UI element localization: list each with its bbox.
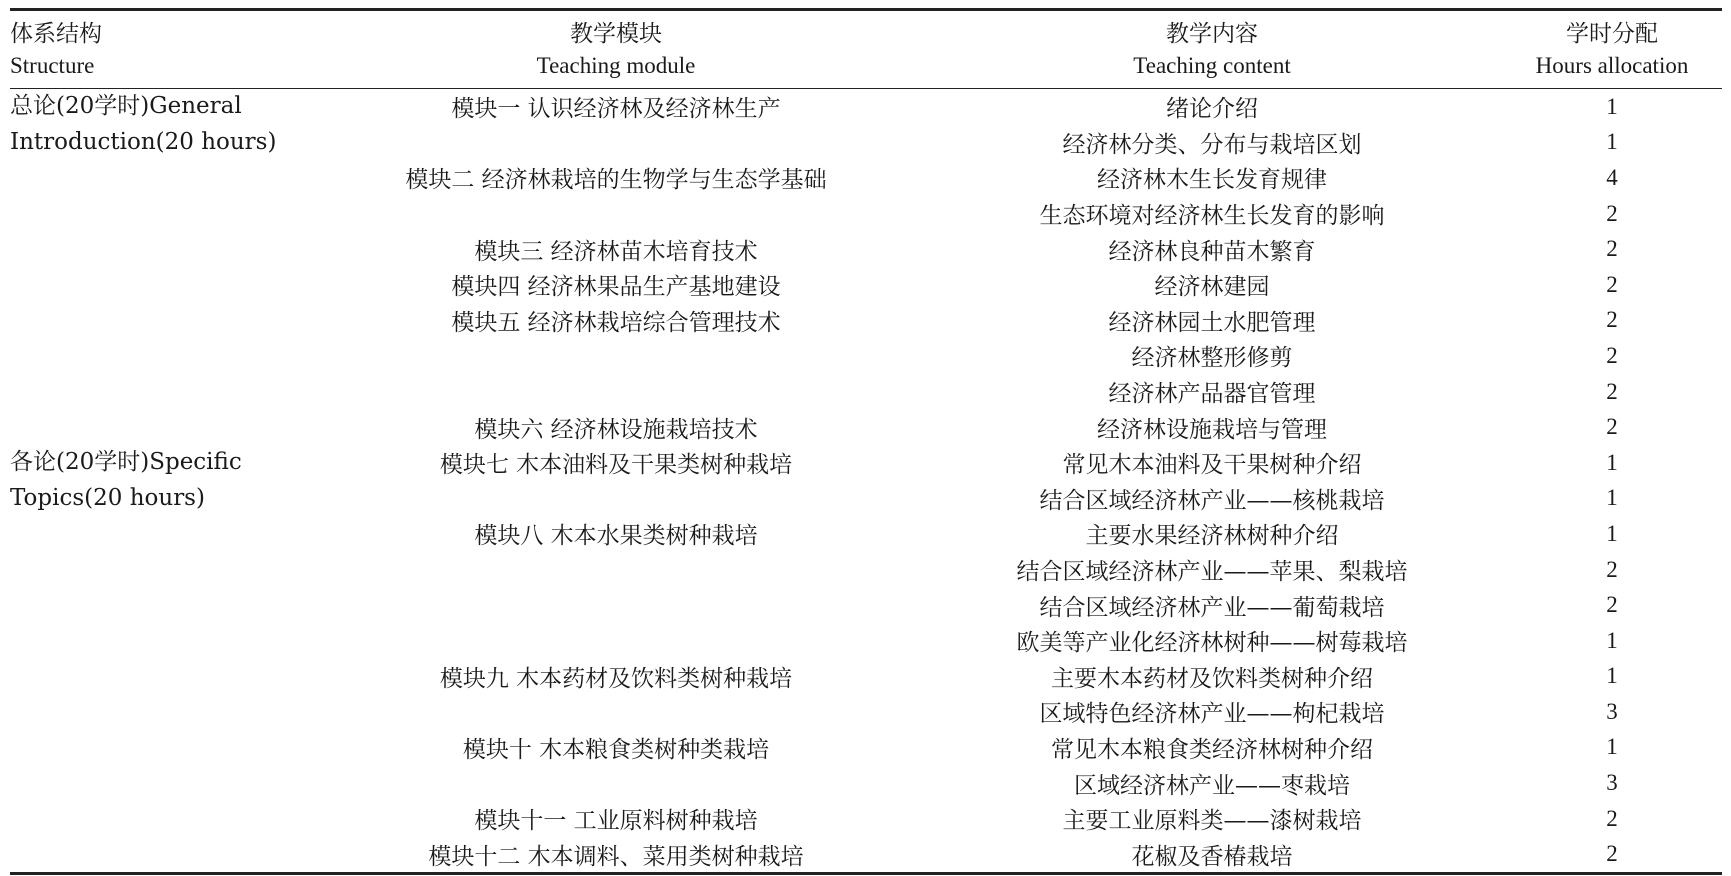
content-cell: 结合区域经济林产业——苹果、梨栽培: [1016, 559, 1408, 586]
content-cell: 常见木本粮食类经济林树种介绍: [1051, 736, 1373, 763]
module-cell: 模块十二 木本调料、菜用类树种栽培: [428, 843, 804, 870]
hours-cell: 2: [1606, 592, 1618, 618]
module-cell: [310, 196, 922, 232]
hours-cell: 1: [1606, 449, 1618, 475]
hours-cell: 1: [1606, 627, 1618, 653]
header-structure: [10, 10, 310, 89]
module-cell: 模块十 木本粮食类树种类栽培: [462, 736, 770, 763]
module-cell: [310, 623, 922, 659]
module-cell: 模块八 木本水果类树种栽培: [474, 523, 758, 550]
module-cell: 模块五 经济林栽培综合管理技术: [451, 309, 781, 336]
module-cell: [310, 481, 922, 517]
header-teaching-module-zh: 教学模块: [570, 21, 662, 47]
hours-cell: 3: [1606, 770, 1618, 796]
section-general-line1: 总论(20学时)General: [10, 93, 242, 119]
header-teaching-module: [310, 10, 922, 89]
hours-cell: 2: [1606, 841, 1618, 867]
content-cell: 区域经济林产业——枣栽培: [1074, 772, 1350, 799]
module-cell: 模块七 木本油料及干果类树种栽培: [439, 452, 793, 479]
module-cell: [310, 694, 922, 730]
content-cell: 生态环境对经济林生长发育的影响: [1039, 203, 1385, 230]
content-cell: 主要水果经济林树种介绍: [1085, 523, 1339, 550]
content-cell: 常见木本油料及干果树种介绍: [1062, 452, 1362, 479]
hours-cell: 1: [1606, 663, 1618, 689]
module-cell: 模块二 经济林栽培的生物学与生态学基础: [405, 167, 827, 194]
hours-cell: 1: [1606, 485, 1618, 511]
hours-cell: 2: [1606, 378, 1618, 404]
content-cell: 结合区域经济林产业——葡萄栽培: [1039, 594, 1385, 621]
table-header-row: [10, 10, 1722, 89]
hours-cell: 3: [1606, 698, 1618, 724]
table-row: [10, 445, 1722, 481]
hours-cell: 2: [1606, 342, 1618, 368]
course-structure-table-container: [10, 8, 1722, 875]
hours-cell: 2: [1606, 307, 1618, 333]
header-teaching-content: [922, 10, 1502, 89]
hours-cell: 2: [1606, 236, 1618, 262]
header-teaching-content-zh: 教学内容: [1166, 21, 1258, 47]
content-cell: 结合区域经济林产业——核桃栽培: [1039, 487, 1385, 514]
hours-cell: 2: [1606, 414, 1618, 440]
hours-cell: 1: [1606, 93, 1618, 119]
hours-cell: 1: [1606, 734, 1618, 760]
hours-cell: 2: [1606, 556, 1618, 582]
section-general-line2: Introduction(20 hours): [10, 128, 277, 155]
content-cell: 经济林分类、分布与栽培区划: [1062, 131, 1362, 158]
module-cell: [310, 125, 922, 161]
hours-cell: 2: [1606, 200, 1618, 226]
module-cell: 模块三 经济林苗木培育技术: [474, 238, 758, 265]
section-specific-cell: [10, 445, 310, 874]
hours-cell: 1: [1606, 520, 1618, 546]
section-general-cell: [10, 89, 310, 445]
module-cell: 模块九 木本药材及饮料类树种栽培: [439, 665, 793, 692]
content-cell: 欧美等产业化经济林树种——树莓栽培: [1016, 630, 1408, 657]
header-teaching-content-en: Teaching content: [1133, 53, 1291, 78]
module-cell: [310, 587, 922, 623]
header-structure-zh: 体系结构: [10, 21, 102, 47]
course-structure-table: [10, 8, 1722, 875]
content-cell: 经济林木生长发育规律: [1097, 167, 1327, 194]
section-specific-line2: Topics(20 hours): [10, 484, 205, 511]
content-cell: 经济林产品器官管理: [1108, 381, 1316, 408]
content-cell: 花椒及香椿栽培: [1131, 843, 1293, 870]
content-cell: 经济林设施栽培与管理: [1097, 416, 1327, 443]
hours-cell: 2: [1606, 805, 1618, 831]
header-teaching-module-en: Teaching module: [536, 53, 696, 78]
section-specific-line1: 各论(20学时)Specific: [10, 448, 242, 475]
module-cell: [310, 374, 922, 410]
hours-cell: 4: [1606, 164, 1618, 190]
header-hours-allocation-en: Hours allocation: [1535, 53, 1689, 78]
content-cell: 绪论介绍: [1166, 96, 1258, 123]
module-cell: [310, 338, 922, 374]
content-cell: 主要工业原料类——漆树栽培: [1062, 808, 1362, 835]
module-cell: [310, 552, 922, 588]
module-cell: 模块一 认识经济林及经济林生产: [451, 96, 781, 123]
content-cell: 经济林整形修剪: [1131, 345, 1293, 372]
module-cell: 模块六 经济林设施栽培技术: [474, 416, 758, 443]
content-cell: 经济林建园: [1154, 274, 1270, 301]
header-structure-en: Structure: [10, 53, 95, 78]
module-cell: [310, 765, 922, 801]
content-cell: 经济林良种苗木繁育: [1108, 238, 1316, 265]
header-hours-allocation: [1502, 10, 1722, 89]
content-cell: 经济林园土水肥管理: [1108, 309, 1316, 336]
module-cell: 模块四 经济林果品生产基地建设: [451, 274, 781, 301]
header-hours-allocation-zh: 学时分配: [1566, 21, 1658, 47]
content-cell: 区域特色经济林产业——枸杞栽培: [1039, 701, 1385, 728]
hours-cell: 2: [1606, 271, 1618, 297]
content-cell: 主要木本药材及饮料类树种介绍: [1051, 665, 1373, 692]
table-row: [10, 89, 1722, 125]
module-cell: 模块十一 工业原料树种栽培: [474, 808, 758, 835]
hours-cell: 1: [1606, 129, 1618, 155]
